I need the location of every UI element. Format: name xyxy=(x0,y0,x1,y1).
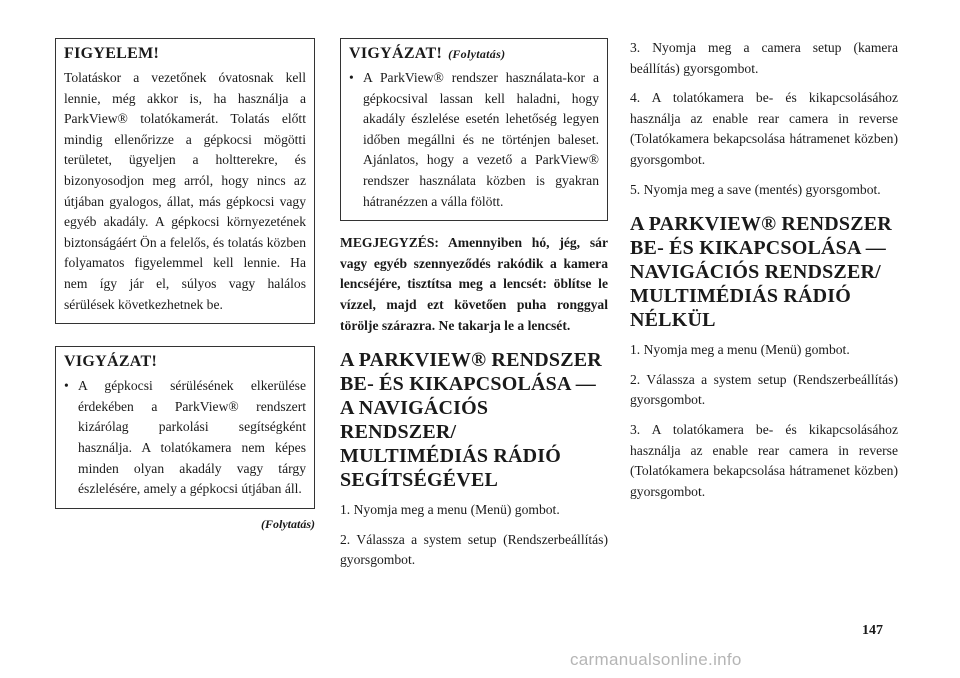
step-4: 4. A tolatókamera be- és kikapcsolásához használja az enable rear camera in reverse (Tolatókamera bekapcsolása hátramenet közben) gyorsgombot. xyxy=(630,90,898,167)
warning-box xyxy=(55,38,315,324)
caution-title-continued xyxy=(349,45,599,63)
step-5: 5. Nyomja meg a save (mentés) gyorsgombot. xyxy=(630,181,881,197)
step-3: 3. Nyomja meg a camera setup (kamera beállítás) gyorsgombot. xyxy=(630,40,898,76)
caution-title: VIGYÁZAT! xyxy=(349,45,443,62)
caution-bullet xyxy=(64,376,306,500)
caution-continued-tag: (Folytatás) xyxy=(448,47,506,61)
step-1-alt: 1. Nyomja meg a menu (Menü) gombot. xyxy=(630,342,850,358)
step-2: 2. Válassza a system setup (Rendszerbeállítás) gyorsgombot. xyxy=(340,531,608,568)
caution-box-continued xyxy=(340,38,608,221)
continued-label: (Folytatás) xyxy=(261,516,315,531)
step-3-alt: 3. A tolatókamera be- és kikapcsolásához használja az enable rear camera in reverse (Tolatókamera bekapcsolása hátramenet közben) gyorsgombot. xyxy=(630,421,898,499)
bullet-icon: • xyxy=(64,378,69,394)
step-2-alt: 2. Válassza a system setup (Rendszerbeállítás) gyorsgombot. xyxy=(630,371,898,408)
page-number: 147 xyxy=(862,623,883,638)
caution-bullet-text: A ParkView® rendszer használata-kor a gépkocsival lassan kell haladni, hogy akadály észlelése esetén lehetőség legyen időben megállni és ne történjen baleset. Ajánlatos, hogy a vezető a ParkView® rendszer használata közben is gyakran hátranézzen a válla fölött. xyxy=(363,70,599,209)
column-right xyxy=(630,38,898,511)
caution-box xyxy=(55,346,315,509)
caution-bullet xyxy=(349,68,599,212)
column-left xyxy=(55,38,315,532)
note-paragraph: MEGJEGYZÉS: Amennyiben hó, jég, sár vagy egyéb szennyeződés rakódik a kamera lencséjére, tisztítsa meg a lencsét: öblítse le vízzel, majd ezt követően puha ronggyal törölje szárazra. Ne takarja le a lencsét. xyxy=(340,235,608,333)
bullet-icon: • xyxy=(349,70,354,85)
caution-title: VIGYÁZAT! xyxy=(64,353,158,371)
step-1: 1. Nyomja meg a menu (Menü) gombot. xyxy=(340,502,560,518)
warning-text: Tolatáskor a vezetőnek óvatosnak kell lennie, még akkor is, ha használja a ParkView® tolatókamerát. Tolatás előtt mindig ellenőrizze a gépkocsi mögötti területet, ügyeljen a holtterekre, és bizonyosodjon meg arról, hogy nincs az útjában gyalogos, állat, más gépkocsi vagy egyéb akadály. A gépkocsi környezetének biztonságáért Ön a felelős, és tolatás közben folyamatos figyelemmel kell lennie. Ha nem így jár el, súlyos vagy halálos sérülések következhetnek be. xyxy=(64,70,306,312)
watermark: carmanualsonline.info xyxy=(570,650,742,669)
warning-title: FIGYELEM! xyxy=(64,45,160,62)
caution-bullet-text: A gépkocsi sérülésének elkerülése érdekében a ParkView® rendszert kizárólag parkolási segítségként használja. A tolatókamera nem képes minden olyan akadály vagy tárgy észlelésére, amely a gépkocsi útjában áll. xyxy=(78,378,306,497)
section-heading-with-nav: A PARKVIEW® RENDSZER BE- ÉS KIKAPCSOLÁSA — A NAVIGÁCIÓS RENDSZER/ MULTIMÉDIÁS RÁDIÓ SEGÍTSÉGÉVEL xyxy=(340,349,602,492)
section-heading-without-nav: A PARKVIEW® RENDSZER BE- ÉS KIKAPCSOLÁSA — NAVIGÁCIÓS RENDSZER/ MULTIMÉDIÁS RÁDIÓ NÉLKÜL xyxy=(630,213,892,332)
column-middle xyxy=(340,38,608,580)
